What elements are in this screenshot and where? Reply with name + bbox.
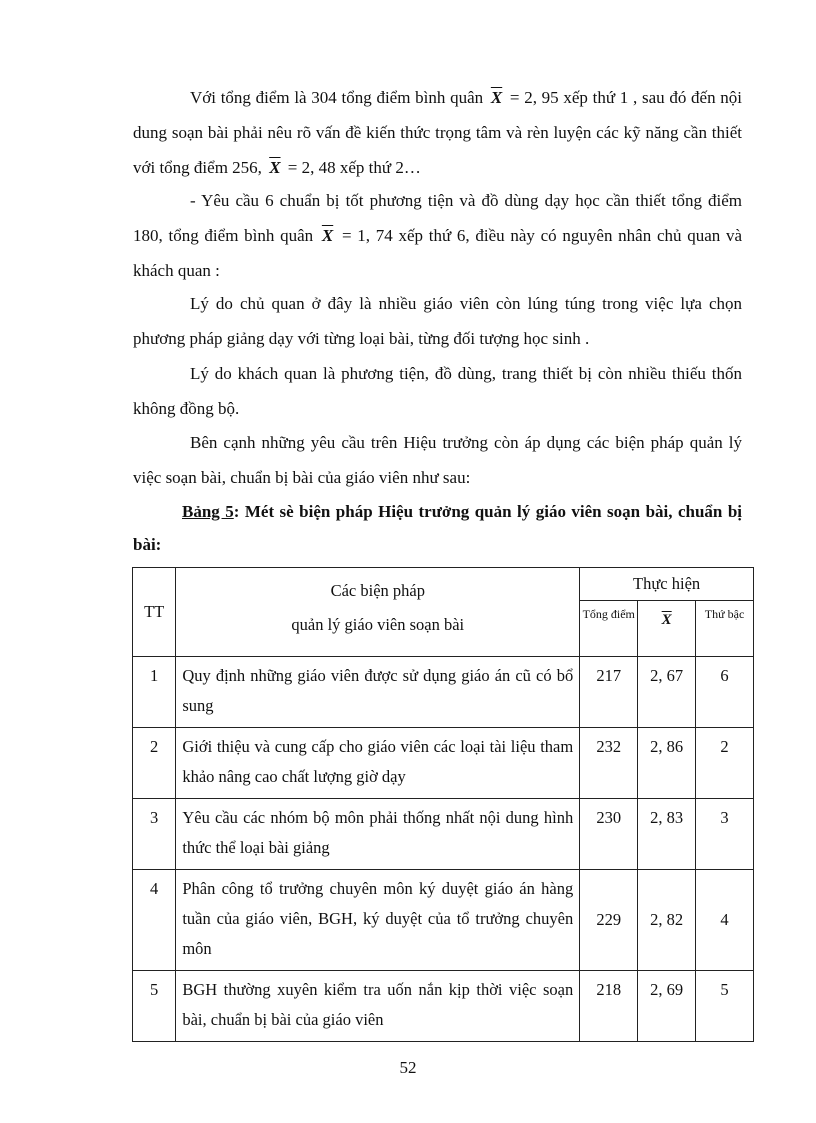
header-measures [176, 568, 580, 657]
header-measures-line2: quản lý giáo viên soạn bài [291, 615, 465, 634]
mean-symbol: $\overline{X}$ [490, 88, 503, 107]
row-tt: 5 [133, 971, 176, 1042]
page-number: 52 [399, 1058, 417, 1077]
row-total: 218 [580, 971, 638, 1042]
paragraph-1-part-b: = 2, 95 xếp thứ 1 , sau đó đến nội dung soạn bài phải nêu rõ vấn đề kiến thức trọng tâm và rèn luyện các kỹ năng cần thiết với tổng điểm 256, [133, 88, 743, 177]
table-row [133, 799, 754, 870]
row-rank: 2 [696, 728, 754, 799]
row-total: 217 [580, 657, 638, 728]
table-header-row [133, 568, 754, 601]
header-measures-line1: Các biện pháp [330, 581, 425, 600]
paragraph-2-part-a: - Yêu cầu 6 chuẩn bị tốt phương tiện và đồ dùng dạy học cần thiết tổng điểm 180, tổng điểm bình quân [133, 191, 742, 245]
row-tt: 4 [133, 870, 176, 971]
table-row [133, 728, 754, 799]
header-mean [638, 601, 696, 657]
row-text: BGH thường xuyên kiểm tra uốn nắn kịp thời việc soạn bài, chuẩn bị bài của giáo viên [176, 971, 580, 1042]
paragraph-2-part-b: = 1, 74 xếp thứ 6, điều này có nguyên nhân chủ quan và khách quan : [133, 226, 743, 280]
mean-symbol: $\overline{X}$ [661, 612, 672, 628]
table-caption-text: : Mét sè biện pháp Hiệu trưởng quản lý giáo viên soạn bài, chuẩn bị bài: [133, 502, 742, 554]
paragraph-1-part-c: = 2, 48 xếp thứ 2… [287, 158, 421, 177]
row-tt: 1 [133, 657, 176, 728]
table-caption-label: Bảng 5 [182, 502, 234, 521]
paragraph-3: Lý do chủ quan ở đây là nhiều giáo viên còn lúng túng trong việc lựa chọn phương pháp giảng dạy với từng loại bài, từng đối tượng học sinh . [133, 294, 742, 348]
paragraph-1 [133, 80, 742, 185]
row-tt: 3 [133, 799, 176, 870]
table-row [133, 870, 754, 971]
table-row [133, 971, 754, 1042]
row-mean: 2, 69 [638, 971, 696, 1042]
row-total: 230 [580, 799, 638, 870]
header-rank: Thứ bậc [696, 601, 754, 657]
row-text: Yêu cầu các nhóm bộ môn phải thống nhất nội dung hình thức thể loại bài giảng [176, 799, 580, 870]
row-rank: 5 [696, 971, 754, 1042]
paragraph-1-part-a: Với tổng điểm là 304 tổng điểm bình quân [190, 88, 484, 107]
row-mean: 2, 86 [638, 728, 696, 799]
row-mean: 2, 83 [638, 799, 696, 870]
row-total: 229 [580, 870, 638, 971]
header-implementation: Thực hiện [580, 568, 754, 601]
row-text: Phân công tổ trưởng chuyên môn ký duyệt giáo án hàng tuần của giáo viên, BGH, ký duyệt của tổ trưởng chuyên môn [176, 870, 580, 971]
paragraph-4: Lý do khách quan là phương tiện, đồ dùng, trang thiết bị còn nhiều thiếu thốn không đồng bộ. [133, 364, 742, 418]
table-row [133, 657, 754, 728]
row-rank: 4 [696, 870, 754, 971]
row-mean: 2, 82 [638, 870, 696, 971]
row-rank: 3 [696, 799, 754, 870]
row-rank: 6 [696, 657, 754, 728]
paragraph-2 [133, 183, 742, 288]
paragraph-5: Bên cạnh những yêu cầu trên Hiệu trưởng còn áp dụng các biện pháp quản lý việc soạn bài, chuẩn bị bài của giáo viên như sau: [133, 433, 742, 487]
mean-symbol: $\overline{X}$ [269, 158, 281, 177]
measures-table [132, 567, 754, 1042]
row-text: Quy định những giáo viên được sử dụng giáo án cũ có bổ sung [176, 657, 580, 728]
row-total: 232 [580, 728, 638, 799]
header-total: Tổng điểm [580, 601, 638, 657]
table-caption [133, 495, 742, 561]
row-tt: 2 [133, 728, 176, 799]
row-text: Giới thiệu và cung cấp cho giáo viên các loại tài liệu tham khảo nâng cao chất lượng giờ dạy [176, 728, 580, 799]
row-mean: 2, 67 [638, 657, 696, 728]
header-tt: TT [133, 568, 176, 657]
mean-symbol: $\overline{X}$ [321, 226, 334, 245]
